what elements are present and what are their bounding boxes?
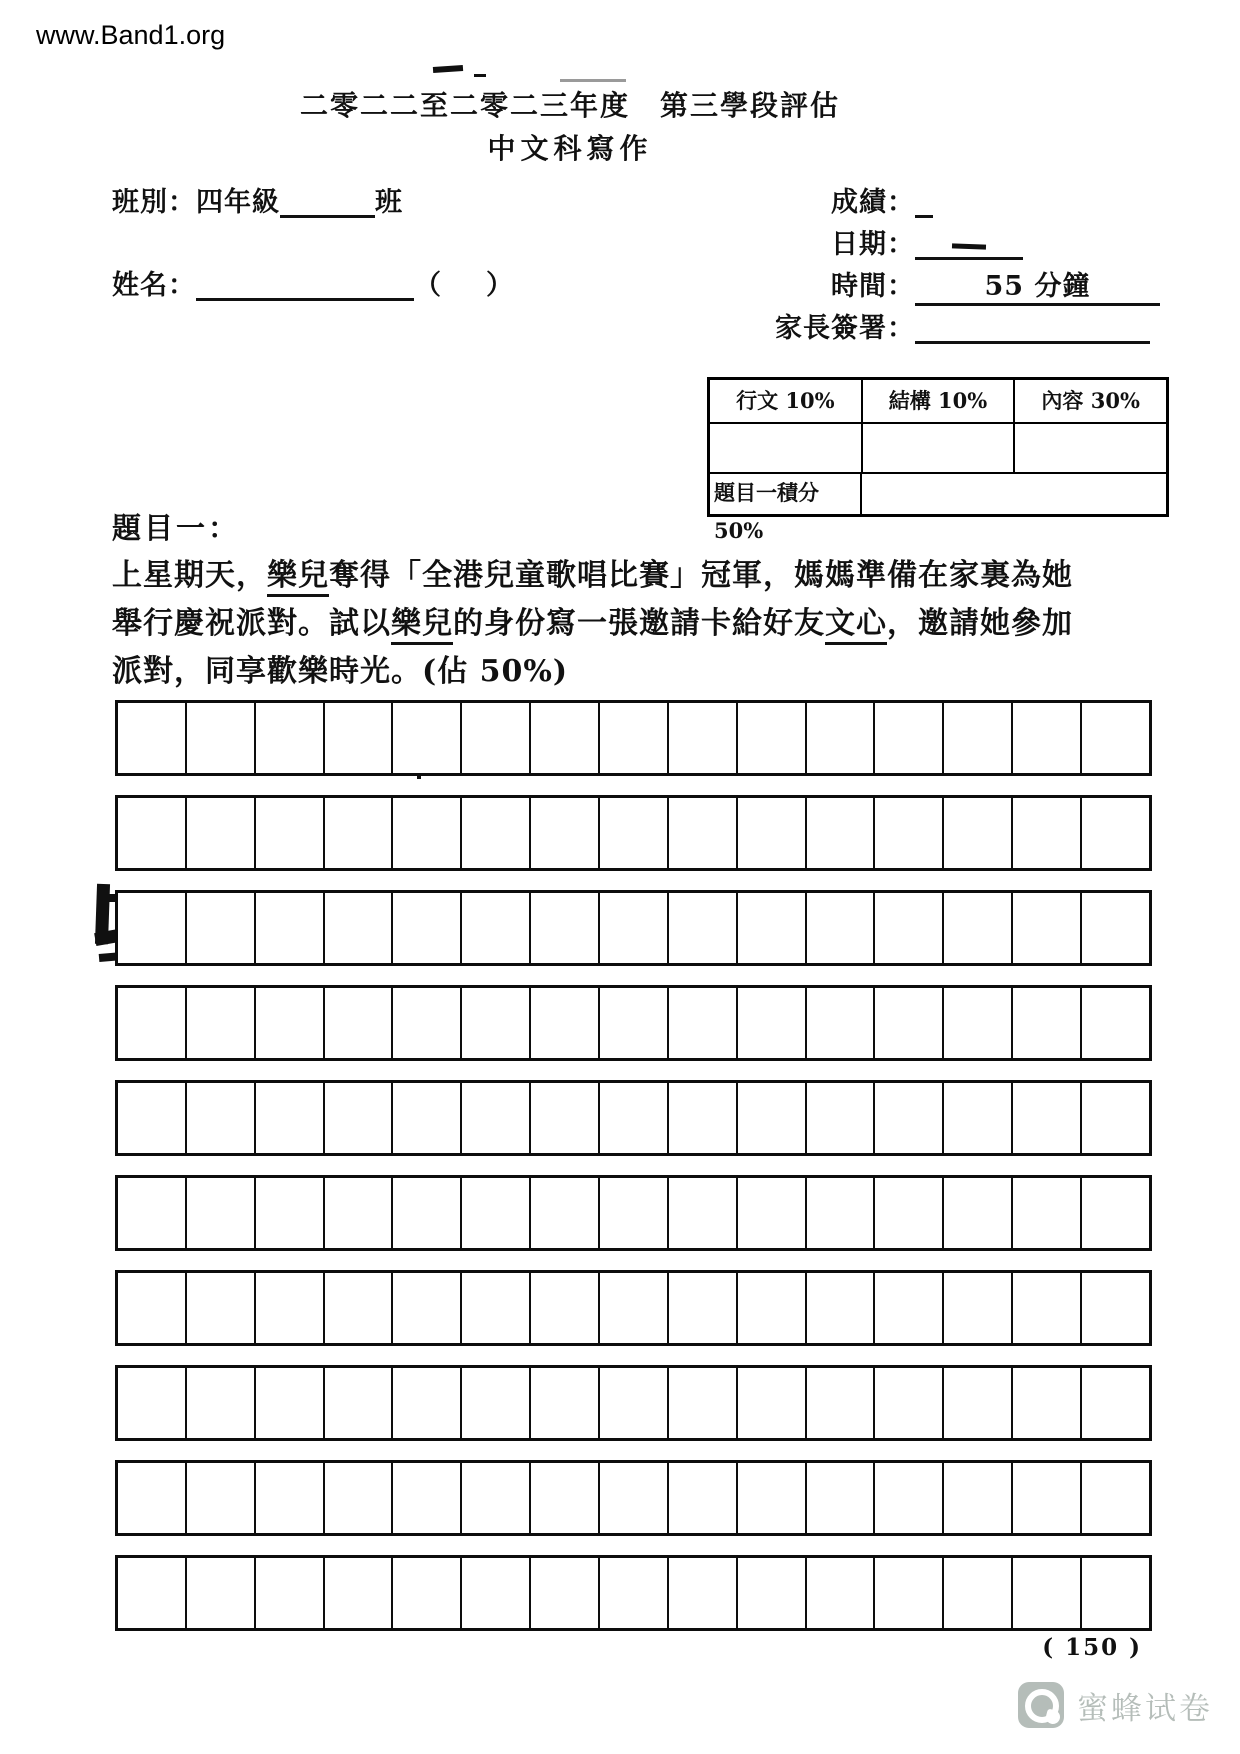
grid-cell (325, 893, 394, 963)
grid-cell (1013, 1273, 1082, 1343)
grid-cell (118, 988, 187, 1058)
parent-sign-blank-line (915, 331, 1150, 344)
grid-cell (944, 703, 1013, 773)
grid-cell (393, 988, 462, 1058)
scan-artifact (474, 74, 486, 77)
grid-cell (531, 1178, 600, 1248)
question-text: 上星期天， (112, 558, 267, 593)
grid-cell (944, 1463, 1013, 1533)
grid-cell (807, 1558, 876, 1628)
grid-cell (1013, 1558, 1082, 1628)
grid-cell (1082, 1273, 1149, 1343)
grid-cell (187, 703, 256, 773)
grid-cell (600, 703, 669, 773)
grid-cell (600, 1273, 669, 1343)
grid-cell (738, 988, 807, 1058)
grid-cell (256, 1558, 325, 1628)
grid-cell (325, 1368, 394, 1438)
class-field (112, 180, 403, 219)
name-field (112, 263, 514, 302)
exam-title: 二零二二至二零二三年度 第三學段評估 (299, 89, 840, 122)
scan-artifact (560, 79, 626, 82)
grid-row (115, 1460, 1152, 1536)
grid-cell (944, 798, 1013, 868)
grid-cell (875, 893, 944, 963)
score-table (707, 377, 1169, 543)
grid-row (115, 890, 1152, 966)
grid-row (115, 1365, 1152, 1441)
grid-cell (1013, 798, 1082, 868)
name-blank-line (196, 288, 414, 301)
grid-cell (393, 1368, 462, 1438)
grid-cell (600, 1083, 669, 1153)
grid-cell (738, 1273, 807, 1343)
grid-cell (393, 703, 462, 773)
underlined-name: 樂兒 (391, 606, 453, 645)
grid-cell (462, 1558, 531, 1628)
grid-cell (738, 1558, 807, 1628)
grid-capacity-label: ( 150 ) (1042, 1634, 1142, 1661)
grid-cell (118, 1083, 187, 1153)
grid-cell (118, 1178, 187, 1248)
grid-cell (531, 1273, 600, 1343)
grid-cell (807, 798, 876, 868)
grid-cell (325, 1463, 394, 1533)
grid-cell (393, 893, 462, 963)
date-label: 日期： (831, 229, 915, 260)
grid-cell (1013, 988, 1082, 1058)
grid-cell (118, 893, 187, 963)
grid-row (115, 1270, 1152, 1346)
time-label: 時間： (831, 271, 915, 302)
exam-subtitle: 中文科寫作 (487, 132, 653, 165)
grid-cell (944, 893, 1013, 963)
grid-row (115, 985, 1152, 1061)
grid-cell (600, 1178, 669, 1248)
grid-cell (1082, 893, 1149, 963)
grid-cell (325, 1083, 394, 1153)
grid-cell (875, 1178, 944, 1248)
grid-cell (531, 703, 600, 773)
grid-cell (738, 703, 807, 773)
grid-cell (462, 1178, 531, 1248)
grid-row (115, 1175, 1152, 1251)
grid-cell (325, 703, 394, 773)
grid-cell (1082, 1558, 1149, 1628)
grid-cell (256, 1083, 325, 1153)
grid-cell (118, 1368, 187, 1438)
grid-cell (669, 893, 738, 963)
grid-cell (1013, 1463, 1082, 1533)
score-field (700, 180, 1170, 219)
underlined-name: 樂兒 (267, 558, 329, 597)
grid-cell (669, 1178, 738, 1248)
scan-artifact (433, 65, 463, 73)
grid-cell (1082, 798, 1149, 868)
grid-row (115, 1080, 1152, 1156)
grid-cell (807, 1368, 876, 1438)
grid-cell (325, 1178, 394, 1248)
score-label: 成績： (831, 187, 915, 218)
grid-cell (944, 1083, 1013, 1153)
grid-cell (118, 798, 187, 868)
grid-row (115, 795, 1152, 871)
grid-cell (462, 893, 531, 963)
grid-cell (393, 1178, 462, 1248)
grid-cell (256, 1178, 325, 1248)
grid-cell (1013, 1368, 1082, 1438)
watermark-url: www.Band1.org (36, 20, 226, 50)
grid-cell (1013, 703, 1082, 773)
question-paragraph (112, 552, 1122, 696)
grid-cell (1013, 893, 1082, 963)
grid-cell (531, 988, 600, 1058)
question-text: 派對，同享歡樂時光。(佔 50%) (112, 654, 569, 689)
name-label: 姓名： (112, 270, 196, 301)
grid-cell (944, 1558, 1013, 1628)
grid-cell (1082, 1368, 1149, 1438)
grid-cell (600, 893, 669, 963)
grid-cell (875, 798, 944, 868)
grid-cell (118, 1463, 187, 1533)
score-cell-content (1015, 424, 1166, 472)
grid-cell (944, 1368, 1013, 1438)
grid-cell (462, 1083, 531, 1153)
grid-cell (256, 1368, 325, 1438)
grid-cell (118, 1273, 187, 1343)
grid-cell (187, 1558, 256, 1628)
grid-cell (807, 1178, 876, 1248)
grid-cell (531, 1083, 600, 1153)
grid-cell (875, 1083, 944, 1153)
grid-cell (462, 798, 531, 868)
grid-cell (393, 1083, 462, 1153)
grid-cell (462, 988, 531, 1058)
question-line (112, 552, 1122, 600)
time-field (700, 264, 1170, 306)
grid-cell (738, 1463, 807, 1533)
grid-cell (669, 1083, 738, 1153)
grid-cell (187, 893, 256, 963)
grid-cell (1082, 703, 1149, 773)
grid-cell (187, 798, 256, 868)
grid-cell (1013, 1178, 1082, 1248)
parent-sign-label: 家長簽署： (775, 313, 915, 344)
logo-wing-shape (1044, 1708, 1061, 1725)
grid-cell (944, 988, 1013, 1058)
bee-exam-logo-icon (1018, 1682, 1064, 1728)
grid-cell (669, 1368, 738, 1438)
grid-cell (875, 1368, 944, 1438)
parent-sign-field (700, 306, 1170, 345)
grid-cell (669, 1273, 738, 1343)
grid-cell (256, 798, 325, 868)
grid-cell (807, 1273, 876, 1343)
grid-cell (325, 798, 394, 868)
grid-cell (531, 798, 600, 868)
grid-cell (738, 798, 807, 868)
score-table-blank-row (710, 424, 1166, 474)
grid-cell (531, 1368, 600, 1438)
grid-cell (1082, 1463, 1149, 1533)
grid-cell (669, 988, 738, 1058)
underlined-name: 文心 (825, 606, 887, 645)
grid-cell (187, 1273, 256, 1343)
grid-cell (531, 1558, 600, 1628)
grid-cell (1082, 1178, 1149, 1248)
question-text: 舉行慶祝派對。試以 (112, 606, 391, 641)
score-total-label: 題目一積分 50% (710, 474, 862, 514)
question-text: ，邀請她參加 (887, 606, 1073, 641)
grid-cell (187, 1178, 256, 1248)
grid-cell (118, 703, 187, 773)
grid-cell (738, 1368, 807, 1438)
score-cell-writing (710, 424, 863, 472)
grid-cell (875, 1273, 944, 1343)
grid-cell (807, 1463, 876, 1533)
grid-cell (187, 1368, 256, 1438)
class-grade: 四年級 (196, 187, 280, 218)
grid-cell (669, 798, 738, 868)
grid-cell (393, 1558, 462, 1628)
grid-cell (875, 1463, 944, 1533)
grid-cell (462, 1368, 531, 1438)
grid-cell (600, 1463, 669, 1533)
grid-cell (256, 1463, 325, 1533)
grid-cell (738, 1178, 807, 1248)
grid-cell (875, 703, 944, 773)
grid-cell (669, 1558, 738, 1628)
grid-cell (462, 1273, 531, 1343)
grid-cell (256, 703, 325, 773)
class-suffix: 班 (375, 187, 403, 218)
grid-cell (600, 798, 669, 868)
grid-cell (187, 1463, 256, 1533)
writing-grid (115, 700, 1152, 1635)
grid-cell (393, 1463, 462, 1533)
score-blank-line (915, 205, 933, 218)
question-line (112, 648, 1122, 696)
score-table-header-row (710, 380, 1166, 424)
question-text: 奪得「全港兒童歌唱比賽」冠軍，媽媽準備在家裏為她 (329, 558, 1073, 593)
grid-row (115, 700, 1152, 776)
question-heading: 題目一： (112, 511, 241, 545)
grid-cell (600, 1368, 669, 1438)
grid-cell (256, 988, 325, 1058)
class-label: 班別： (112, 187, 196, 218)
date-field (700, 222, 1170, 261)
name-paren-open: （ (414, 270, 442, 301)
brand-name: 蜜蜂试卷 (1077, 1690, 1213, 1727)
grid-cell (875, 1558, 944, 1628)
grid-cell (669, 1463, 738, 1533)
name-paren-close: ） (486, 270, 514, 301)
grid-cell (531, 893, 600, 963)
grid-cell (1082, 1083, 1149, 1153)
grid-cell (807, 893, 876, 963)
grid-cell (187, 988, 256, 1058)
grid-cell (462, 1463, 531, 1533)
class-blank-line (280, 205, 375, 218)
score-total-cell (862, 474, 1166, 514)
score-table-header-structure: 結構 10% (863, 380, 1016, 422)
grid-row (115, 1555, 1152, 1631)
grid-cell (807, 1083, 876, 1153)
grid-cell (325, 988, 394, 1058)
grid-cell (325, 1558, 394, 1628)
grid-cell (393, 1273, 462, 1343)
score-cell-structure (863, 424, 1016, 472)
grid-cell (118, 1558, 187, 1628)
grid-cell (807, 703, 876, 773)
question-line (112, 600, 1122, 648)
grid-cell (256, 893, 325, 963)
brand-footer (1018, 1682, 1213, 1728)
score-table-header-content: 內容 30% (1041, 388, 1140, 413)
grid-cell (256, 1273, 325, 1343)
grid-cell (187, 1083, 256, 1153)
grid-cell (1013, 1083, 1082, 1153)
grid-cell (875, 988, 944, 1058)
grid-cell (669, 703, 738, 773)
grid-cell (600, 988, 669, 1058)
grid-cell (1082, 988, 1149, 1058)
score-table-total-row (710, 474, 1166, 543)
question-text: 的身份寫一張邀請卡給好友 (453, 606, 825, 641)
score-table-header-writing: 行文 10% (710, 380, 863, 422)
grid-cell (944, 1178, 1013, 1248)
grid-cell (807, 988, 876, 1058)
grid-cell (600, 1558, 669, 1628)
grid-cell (393, 798, 462, 868)
grid-cell (462, 703, 531, 773)
grid-cell (738, 893, 807, 963)
grid-cell (531, 1463, 600, 1533)
grid-cell (325, 1273, 394, 1343)
time-value: 55 分鐘 (915, 264, 1160, 306)
grid-cell (738, 1083, 807, 1153)
grid-cell (944, 1273, 1013, 1343)
